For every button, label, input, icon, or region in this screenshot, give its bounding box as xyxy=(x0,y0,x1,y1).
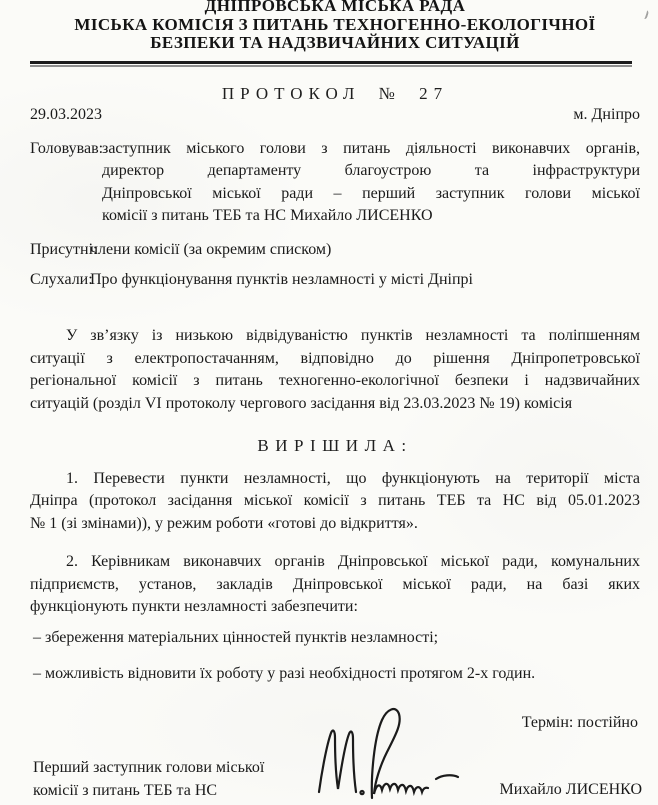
chaired-by-row xyxy=(30,138,640,228)
sub-item-resume-work: – можливість відновити їх роботу у разі необхідності протягом 2-х годин. xyxy=(33,664,536,682)
text-line: заступник міського голови з питань діяльності виконавчих органів, xyxy=(102,139,640,157)
text-line: ситуацій (розділ VI протоколу чергового засідання від 23.03.2023 № 19) комісія xyxy=(30,394,573,412)
decision-item-2 xyxy=(30,551,640,619)
text-line: № 1 (зі змінами)), у режим роботи «готові до відкриття». xyxy=(30,514,418,532)
date-place-row xyxy=(30,104,640,127)
text-line: Дніпровської міської ради – перший заступник голови міської xyxy=(102,184,640,202)
text-line: регіональної комісії з питань техногенно-екологічної безпеки і надзвичайних xyxy=(30,372,640,389)
header-divider-rule xyxy=(30,61,632,67)
present-row xyxy=(30,239,640,262)
protocol-date: 29.03.2023 xyxy=(30,106,102,123)
term-line: Термін: постійно xyxy=(521,714,638,731)
chaired-by-label: Головував: xyxy=(30,139,104,157)
protocol-title: ПРОТОКОЛ № 27 xyxy=(221,83,449,103)
present-text: члени комісії (за окремим списком) xyxy=(90,240,332,258)
text-line: 2. Керівникам виконавчих органів Дніпровської міської ради, комунальних xyxy=(66,553,640,570)
present-label: Присутні: xyxy=(30,240,98,258)
decision-heading: ВИРІШИЛА: xyxy=(257,436,413,455)
protocol-place: м. Дніпро xyxy=(573,106,640,123)
organization-name: ДНІПРОВСЬКА МІСЬКА РАДА xyxy=(204,0,466,15)
text-line: директор департаменту благоустрою та інфраструктури xyxy=(102,162,640,179)
text-line: 1. Перевести пункти незламності, що функціонують на території міста xyxy=(66,469,640,487)
sub-item-preservation: – збереження матеріальних цінностей пунктів незламності; xyxy=(33,629,439,646)
signer-position-line1: Перший заступник голови міської xyxy=(33,759,265,776)
decision-item-1 xyxy=(30,468,640,536)
text-line: У зв’язку із низькою відвідуваністю пунктів незламності та поліпшенням xyxy=(66,327,640,344)
document-header xyxy=(30,0,640,53)
text-line: ситуації з електропостачанням, відповідно до рішення Дніпропетровської xyxy=(30,349,640,367)
text-line: функціонують пункти незламності забезпечити: xyxy=(30,598,358,615)
commission-name-line2: БЕЗПЕКИ ТА НАДЗВИЧАЙНИХ СИТУАЦІЙ xyxy=(150,33,520,52)
heard-label: Слухали: xyxy=(30,270,93,288)
text-line: комісії з питань ТЕБ та НС Михайло ЛИСЕНКО xyxy=(102,207,433,224)
text-line: підприємств, установ, закладів Дніпровської міської ради, на базі яких xyxy=(30,575,640,593)
signer-position xyxy=(33,756,264,802)
commission-name-line1: МІСЬКА КОМІСІЯ З ПИТАНЬ ТЕХНОГЕННО-ЕКОЛОГІЧНОЇ xyxy=(74,14,596,34)
signer-position-line2: комісії з питань ТЕБ та НС xyxy=(33,782,218,799)
heard-row xyxy=(30,269,640,292)
text-line: Дніпра (протокол засідання міської комісії з питань ТЕБ та НС від 05.01.2023 xyxy=(30,492,640,509)
preamble-paragraph xyxy=(30,325,640,415)
signer-name: Михайло ЛИСЕНКО xyxy=(499,781,642,798)
chaired-by-text xyxy=(102,138,640,228)
handwritten-signature-icon xyxy=(312,688,462,805)
heard-text: Про функціонування пунктів незламності у місті Дніпрі xyxy=(90,270,473,288)
